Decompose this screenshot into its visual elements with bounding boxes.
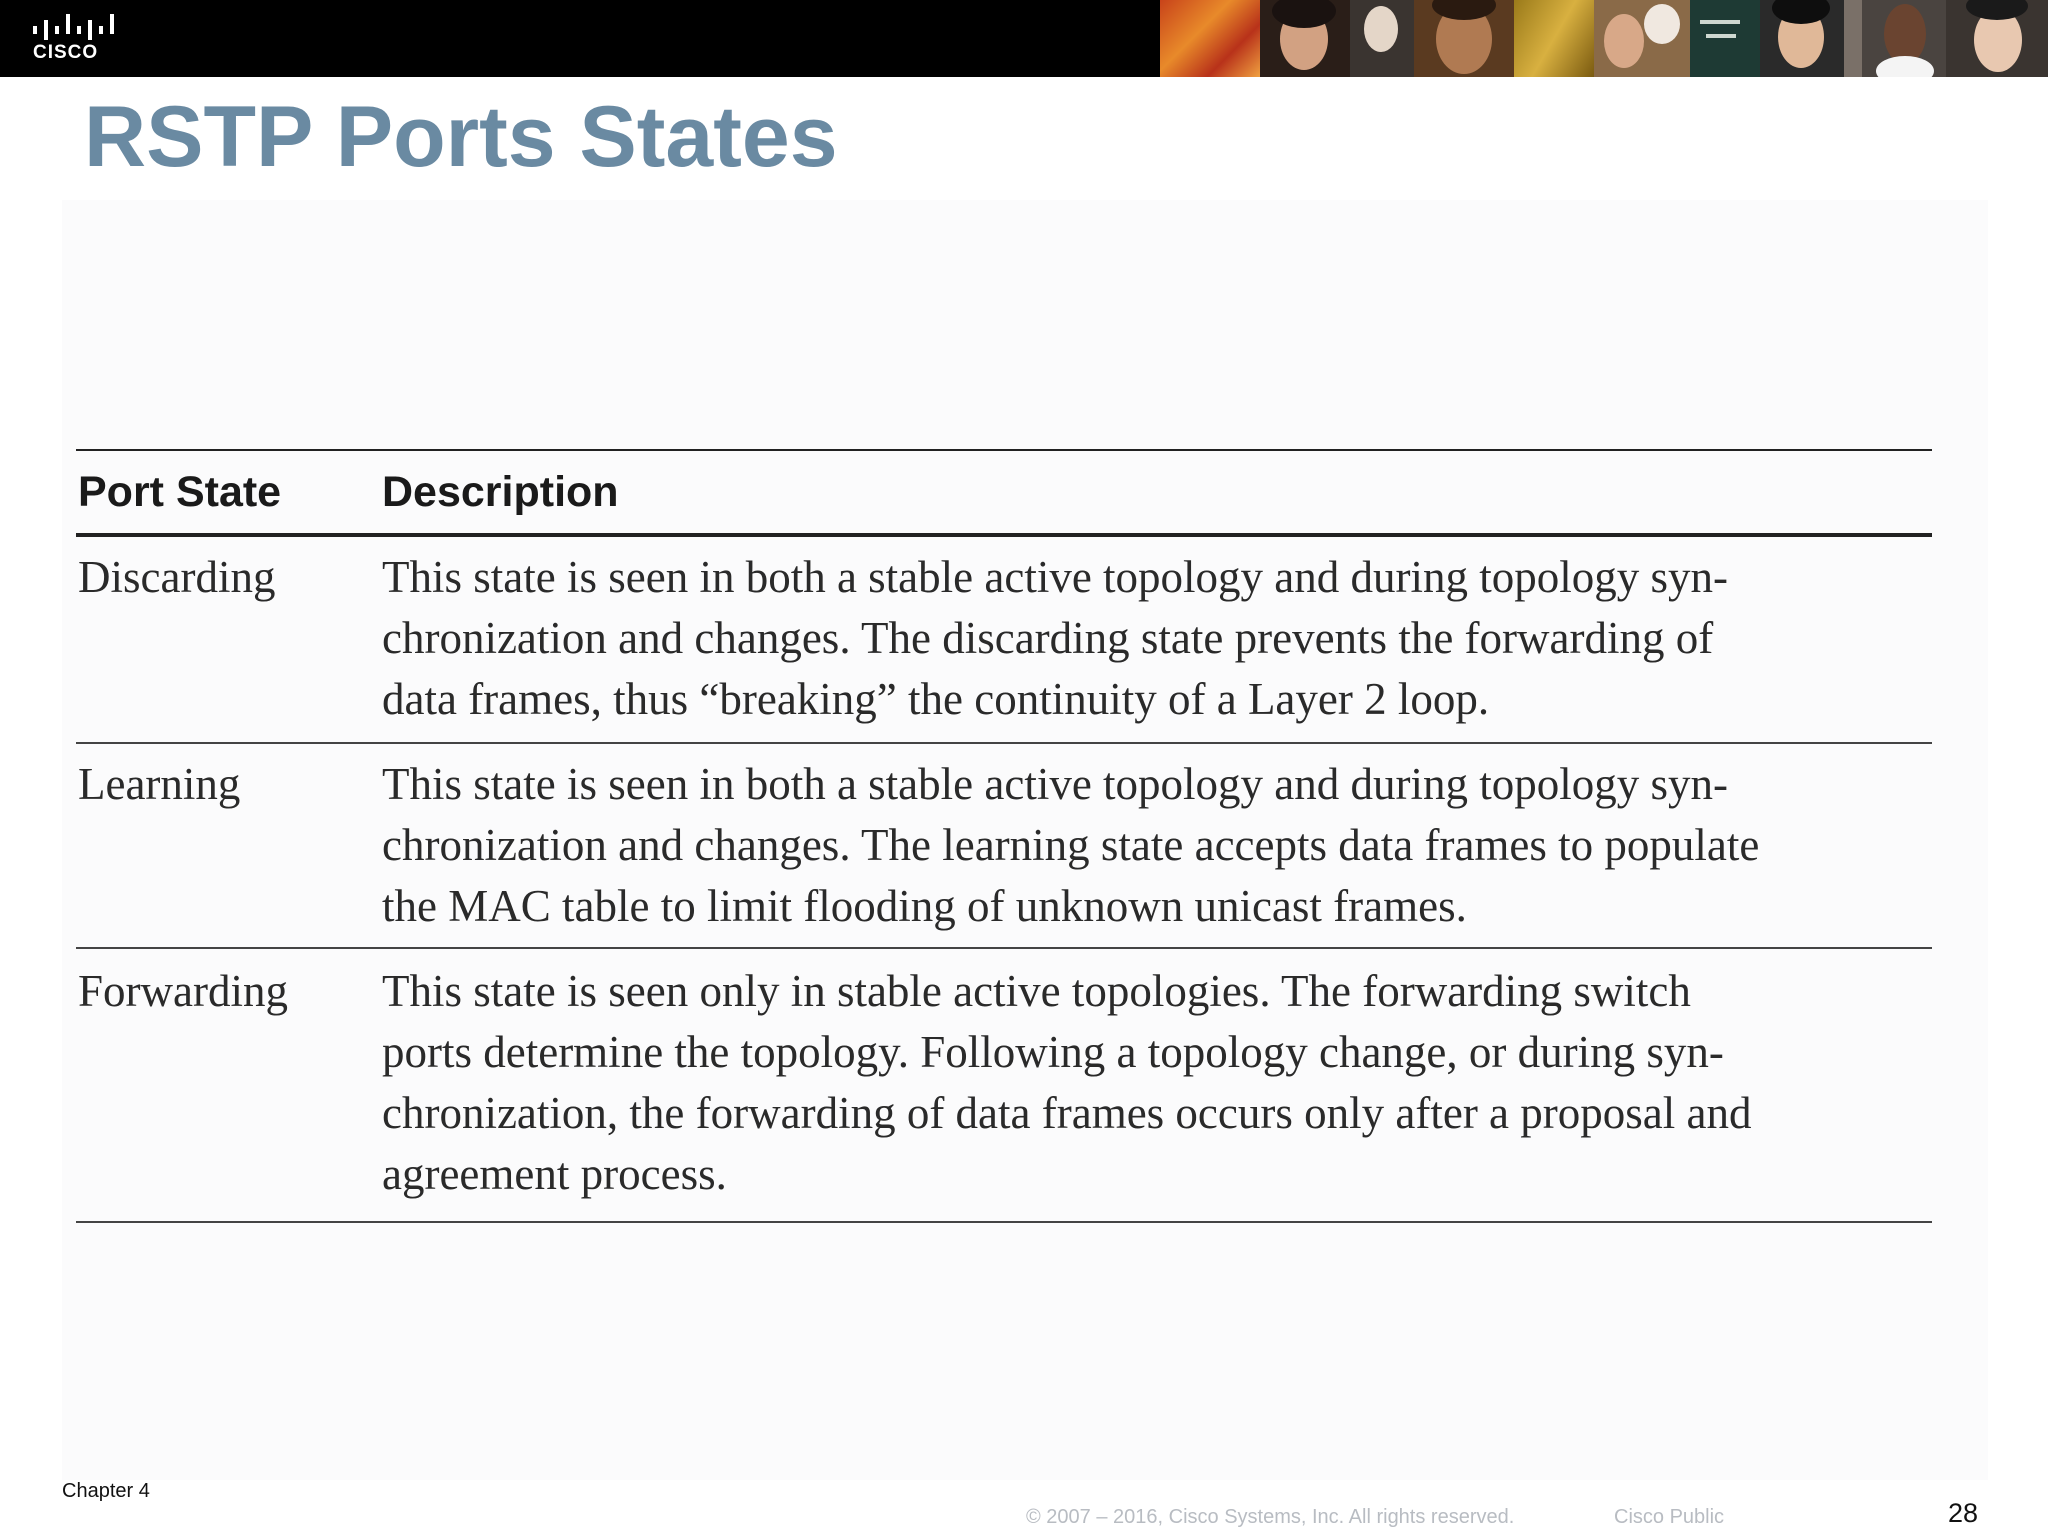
table-row (76, 744, 1932, 947)
header-photo (1844, 0, 1862, 77)
slide-title: RSTP Ports States (84, 89, 838, 185)
cisco-bridge-bars-icon (32, 14, 122, 40)
table-bottom-rule (76, 1221, 1932, 1223)
column-header-port-state: Port State (78, 467, 282, 516)
description-cell (382, 961, 1932, 1205)
column-header-description: Description (382, 467, 619, 516)
header-photo (1862, 0, 1946, 77)
footer-classification: Cisco Public (1614, 1506, 1725, 1528)
description-line: chronization and changes. The discarding state prevents the forwarding of (382, 613, 1714, 663)
cisco-logo (32, 14, 122, 64)
header-photo (1414, 0, 1514, 77)
footer-copyright: © 2007 – 2016, Cisco Systems, Inc. All rights reserved. (1026, 1506, 1515, 1528)
header-photo (1350, 0, 1414, 77)
header-photo (1514, 0, 1594, 77)
description-line: data frames, thus “breaking” the continuity of a Layer 2 loop. (382, 674, 1490, 724)
port-state-cell: Learning (78, 759, 241, 809)
description-line: chronization and changes. The learning state accepts data frames to populate (382, 820, 1760, 870)
description-cell (382, 547, 1932, 730)
header-photo (1946, 0, 2048, 77)
table-row (76, 949, 1932, 1221)
header-bar (0, 0, 2048, 77)
header-photo (1260, 0, 1350, 77)
footer-chapter: Chapter 4 (62, 1480, 150, 1502)
logo-wordmark: CISCO (33, 42, 99, 63)
description-cell (382, 754, 1932, 937)
table-row (76, 537, 1932, 742)
port-state-cell: Forwarding (78, 966, 288, 1016)
page-number: 28 (1948, 1498, 1979, 1528)
description-line: This state is seen in both a stable active topology and during topology syn- (382, 759, 1729, 809)
description-line: This state is seen in both a stable active topology and during topology syn- (382, 552, 1729, 602)
description-line: This state is seen only in stable active topologies. The forwarding switch (382, 966, 1691, 1016)
header-photo (1760, 0, 1844, 77)
header-photo-strip (1160, 0, 2048, 77)
table-header-row (76, 451, 1932, 533)
description-line: chronization, the forwarding of data frames occurs only after a proposal and (382, 1088, 1752, 1138)
header-photo (1594, 0, 1690, 77)
header-photo (1160, 0, 1260, 77)
port-states-table (76, 449, 1932, 1223)
description-line: ports determine the topology. Following a topology change, or during syn- (382, 1027, 1724, 1077)
description-line: the MAC table to limit flooding of unknown unicast frames. (382, 881, 1467, 931)
port-state-cell: Discarding (78, 552, 276, 602)
header-photo (1690, 0, 1760, 77)
description-line: agreement process. (382, 1149, 727, 1199)
